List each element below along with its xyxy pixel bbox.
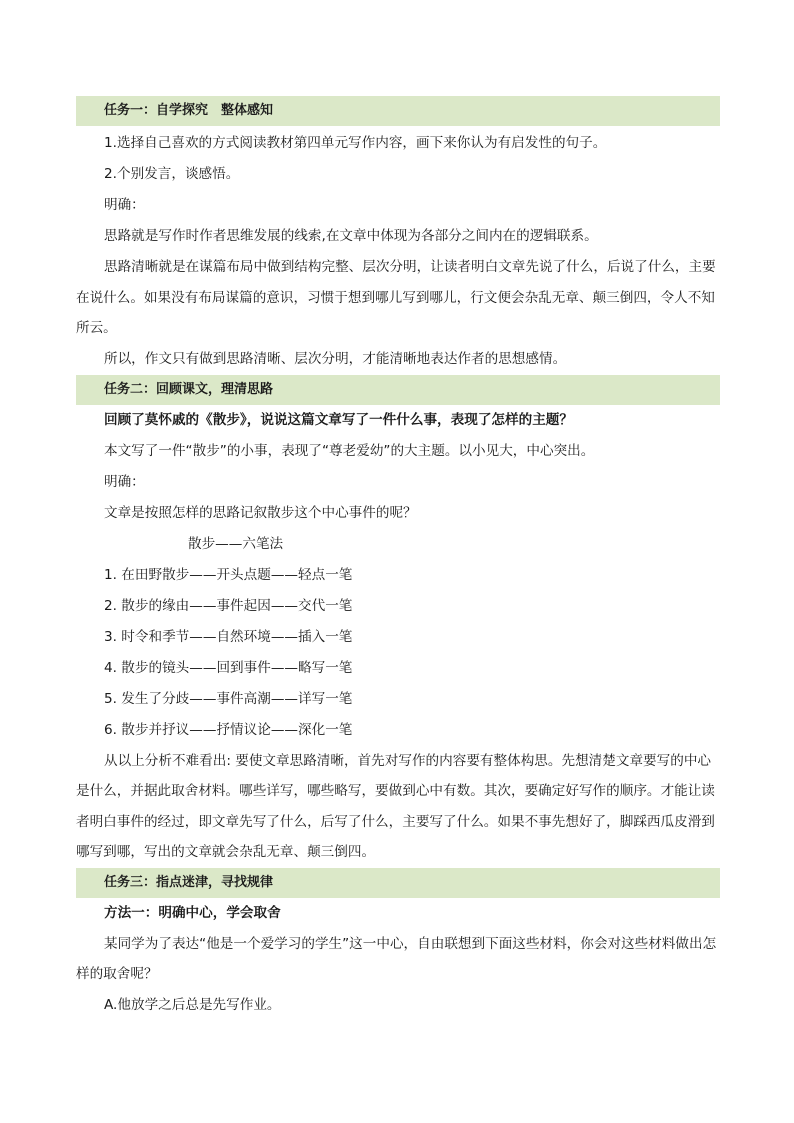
task2-list-title: 散步——六笔法 [188, 535, 284, 552]
task2-list-item-6: 6. 散步并抒议——抒情议论——深化一笔 [104, 721, 353, 738]
task2-list-item-2: 2. 散步的缘由——事件起因——交代一笔 [104, 597, 353, 614]
task2-header: 任务二：回顾课文，理清思路 [76, 375, 720, 405]
task1-item-1: 1.选择自己喜欢的方式阅读教材第四单元写作内容，画下来你认为有启发性的句子。 [104, 135, 607, 151]
task1-para-3: 所以，作文只有做到思路清晰、层次分明，才能清晰地表达作者的思想感情。 [104, 350, 567, 367]
task2-list-item-4: 4. 散步的镜头——回到事件——略写一笔 [104, 659, 353, 676]
task2-answer: 本文写了一件“散步”的小事，表现了“尊老爱幼”的大主题。以小见大，中心突出。 [104, 442, 595, 459]
task1-para-2: 思路清晰就是在谋篇布局中做到结构完整、层次分明，让读者明白文章先说了什么，后说了什么，主要在说什么。如果没有布局谋篇的意识，习惯于想到哪儿写到哪儿，行文便会杂乱无章、颠三倒四，令人不知所云。 [76, 259, 716, 336]
task2-question: 回顾了莫怀戚的《散步》，说说这篇文章写了一件什么事，表现了怎样的主题？ [104, 411, 573, 428]
task3-header: 任务三：指点迷津，寻找规律 [76, 868, 720, 898]
document-page [76, 96, 720, 1021]
task3-method1: 方法一：明确中心，学会取舍 [104, 904, 281, 921]
task3-prompt: 某同学为了表达“他是一个爱学习的学生”这一中心，自由联想到下面这些材料，你会对这些材料做出怎样的取舍呢？ [76, 935, 717, 982]
task1-clarify-label: 明确： [104, 197, 145, 213]
task1-para-1: 思路就是写作时作者思维发展的线索,在文章中体现为各部分之间内在的逻辑联系。 [104, 228, 598, 244]
task2-list-item-3: 3. 时令和季节——自然环境——插入一笔 [104, 628, 353, 645]
task2-list-item-5: 5. 发生了分歧——事件高潮——详写一笔 [104, 690, 353, 707]
task3-option-a: A.他放学之后总是先写作业。 [104, 996, 281, 1013]
task2-list-item-1: 1. 在田野散步——开头点题——轻点一笔 [104, 566, 353, 583]
task1-header: 任务一：自学探究 整体感知 [76, 96, 720, 126]
task2-question2: 文章是按照怎样的思路记叙散步这个中心事件的呢？ [104, 504, 417, 521]
task2-conclusion: 从以上分析不难看出: 要使文章思路清晰，首先对写作的内容要有整体构思。先想清楚文章要写的中心是什么，并据此取舍材料。哪些详写，哪些略写，要做到心中有数。其次，要确定好写作的顺序。才能让读者明白事件的经过，即文章先写了什么，后写了什么，主要写了什么。如果不事先想好了，脚踩西瓜皮滑到哪写到哪，写出的文章就会杂乱无章、颠三倒四。 [76, 752, 715, 860]
task2-clarify-label: 明确： [104, 473, 145, 490]
task1-item-2: 2.个别发言，谈感悟。 [104, 166, 240, 182]
